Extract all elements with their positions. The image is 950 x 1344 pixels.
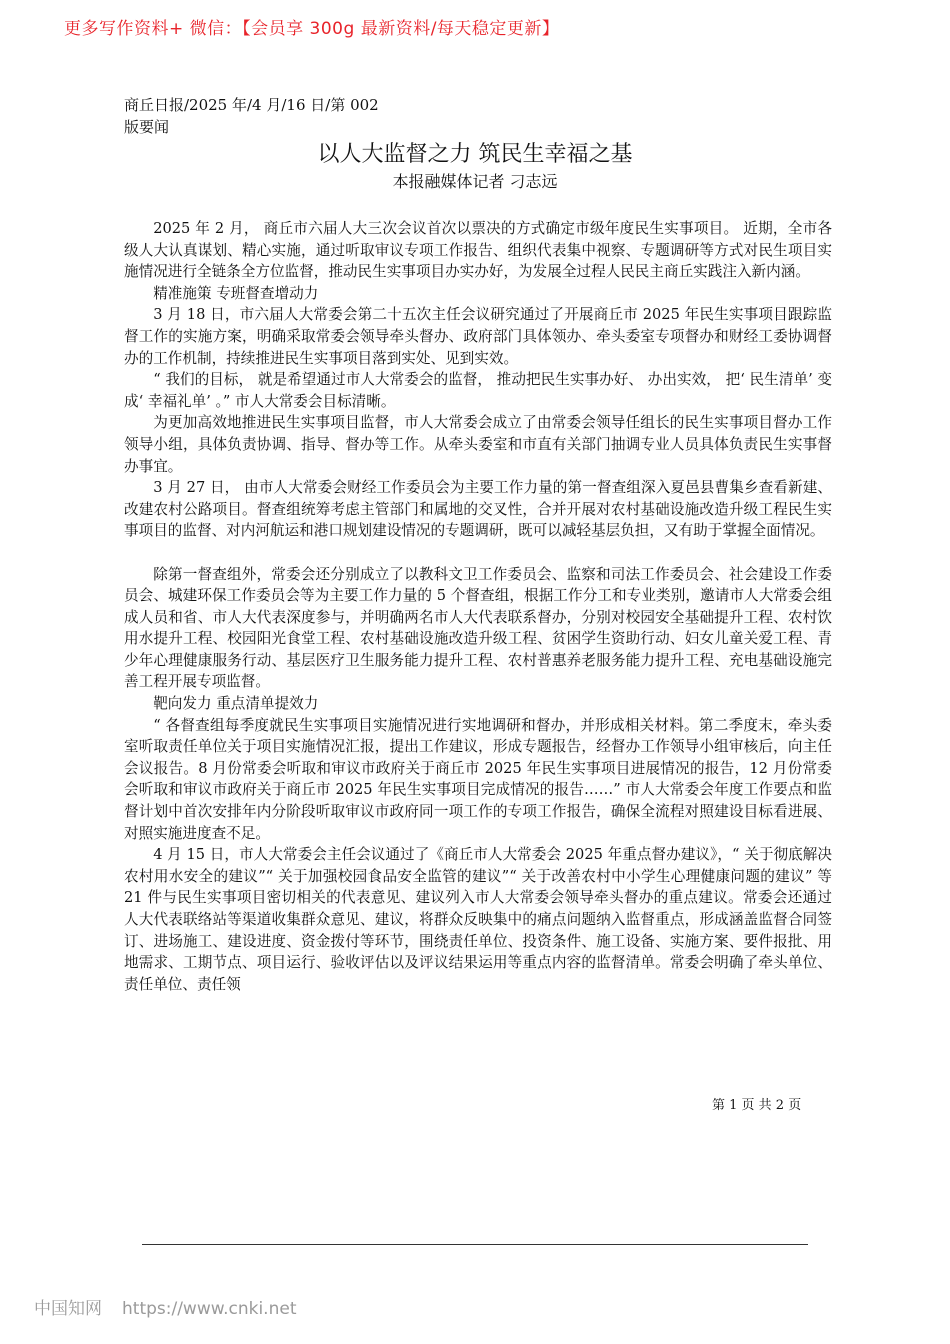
subheading-2: 靶向发力 重点清单提效力	[153, 695, 319, 713]
footer-divider	[142, 1244, 808, 1245]
source-info	[124, 94, 379, 138]
article-title: 以人大监督之力 筑民生幸福之基	[317, 142, 633, 167]
article-byline: 本报融媒体记者 刁志远	[392, 172, 558, 191]
watermark-url: https://www.cnki.net	[122, 1299, 297, 1319]
watermark-site-name: 中国知网	[34, 1299, 102, 1319]
section-label: 版要闻	[124, 118, 170, 136]
source-line: 商丘日报/2025 年/4 月/16 日/第 002	[124, 96, 379, 114]
paragraph: 3 月 27 日， 由市人大常委会财经工作委员会为主要工作力量的第一督查组深入夏邑县曹集乡查看新建、改建农村公路项目。督查组统筹考虑主管部门和属地的交叉性，合并开展对农村基础设施改造升级工程民生实事项目的监督、对内河航运和港口规划建设情况的专题调研，既可以减轻基层负担，又有助于掌握全面情况。	[124, 479, 832, 540]
subheading-1: 精准施策 专班督查增动力	[153, 284, 319, 302]
paragraph: “ 各督查组每季度就民生实事项目实施情况进行实地调研和督办，并形成相关材料。第二季度末，牵头委室听取责任单位关于项目实施情况汇报，提出工作建议，形成专题报告，经督办工作领导小组审核后，向主任会议报告。8 月份常委会听取和审议市政府关于商丘市 2025 年民生实事项目进展情况的报告，12 月份常委会听取和审议市政府关于商丘市 2025 年民生实事项目完成情况的报告……” 市人大常委会年度工作要点和监督计划中首次安排年内分阶段听取审议市政府同一项工作的专项工作报告，确保全流程对照建设目标看进展、对照实施进度查不足。	[124, 716, 832, 842]
paragraph-intro: 2025 年 2 月， 商丘市六届人大三次会议首次以票决的方式确定市级年度民生实事项目。 近期，全市各级人大认真谋划、精心实施，通过听取审议专项工作报告、组织代表集中视察、专题调研等方式对民生项目实施情况进行全链条全方位监督，推动民生实事项目办实办好，为发展全过程人民民主商丘实践注入新内涵。	[124, 220, 832, 281]
paragraph: 3 月 18 日，市六届人大常委会第二十五次主任会议研究通过了开展商丘市 2025 年民生实事项目跟踪监督工作的实施方案，明确采取常委会领导牵头督办、政府部门具体领办、牵头委室专项督办和财经工委协调督办的工作机制，持续推进民生实事项目落到实处、见到实效。	[124, 306, 832, 367]
promo-banner: 更多写作资料+ 微信：【会员享 300g 最新资料/每天稳定更新】	[64, 19, 560, 39]
paragraph: 为更加高效地推进民生实事项目监督，市人大常委会成立了由常委会领导任组长的民生实事项目督办工作领导小组，具体负责协调、指导、督办等工作。从牵头委室和市直有关部门抽调专业人员具体负责民生实事督办事宜。	[124, 414, 832, 475]
paragraph: “ 我们的目标， 就是希望通过市人大常委会的监督， 推动把民生实事办好、 办出实效， 把‘ 民生清单’ 变成‘ 幸福礼单’ 。” 市人大常委会目标清晰。	[124, 371, 832, 410]
cnki-watermark	[34, 1294, 296, 1319]
page-number: 第 1 页 共 2 页	[712, 1098, 802, 1113]
paragraph: 4 月 15 日，市人大常委会主任会议通过了《商丘市人大常委会 2025 年重点督办建议》，“ 关于彻底解决农村用水安全的建议”“ 关于加强校园食品安全监管的建议”“ 关于改善农村中小学生心理健康问题的建议” 等 21 件与民生实事项目密切相关的代表意见、建议列入市人大常委会领导牵头督办的重点建议。常委会还通过人大代表联络站等渠道收集群众意见、建议，将群众反映集中的痛点问题纳入监督重点，形成涵盖监督合同签订、进场施工、建设进度、资金拨付等环节，围绕责任单位、投资条件、施工设备、实施方案、要件报批、用地需求、工期节点、项目运行、验收评估以及评议结果运用等重点内容的监督清单。常委会明确了牵头单位、责任单位、责任领	[124, 846, 832, 993]
article-body	[124, 218, 832, 995]
paragraph: 除第一督查组外，常委会还分别成立了以教科文卫工作委员会、监察和司法工作委员会、社会建设工作委员会、城建环保工作委员会等为主要工作力量的 5 个督查组，根据工作分工和专业类别，邀请市人大常委会组成人员和省、市人大代表深度参与，并明确两名市人大代表联系督办，分别对校园安全基础提升工程、农村饮用水提升工程、校园阳光食堂工程、农村基础设施改造升级工程、贫困学生资助行动、妇女儿童关爱工程、青少年心理健康服务行动、基层医疗卫生服务能力提升工程、农村普惠养老服务能力提升工程、充电基础设施完善工程开展专项监督。	[124, 565, 832, 691]
